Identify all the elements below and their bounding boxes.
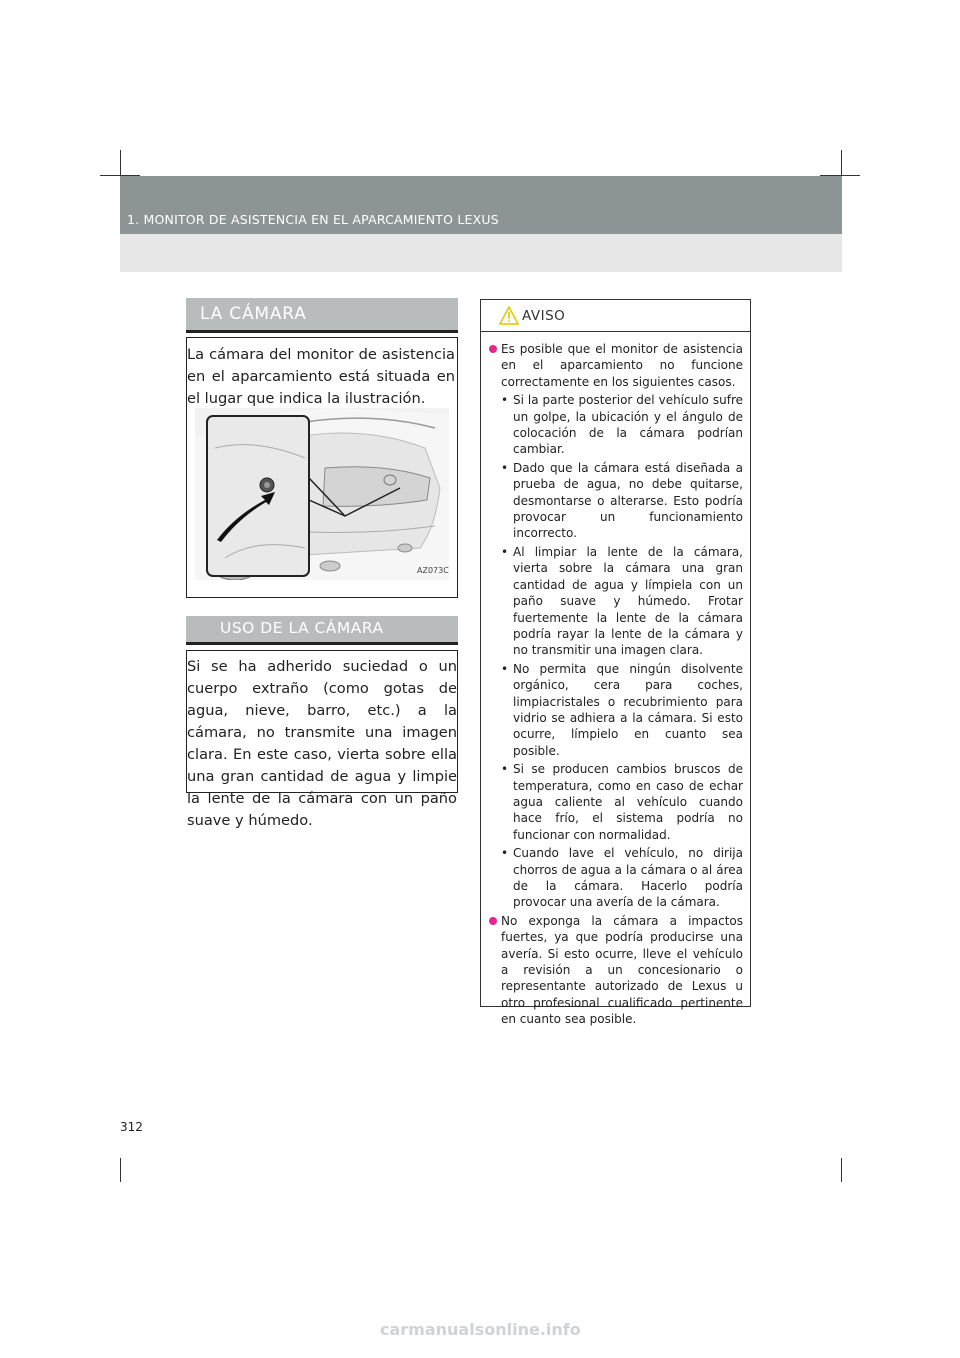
warning-subitem: [493, 845, 743, 911]
camera-use-box: [186, 650, 458, 829]
page-number: 312: [120, 1120, 143, 1134]
section-heading: [186, 616, 458, 645]
warning-subitem-text: Si la parte posterior del vehículo sufre un golpe, la ubicación y el ángulo de colocación de la cámara podrían cambiar.: [513, 393, 743, 457]
warning-subitem-text: Al limpiar la lente de la cámara, vierta sobre la cámara una gran cantidad de agua y límpiela con un paño suave y húmedo. Frotar fuertemente la lente de la cámara podría rayar la lente de la cámara y no transmitir una imagen clara.: [513, 544, 743, 658]
warning-header: [481, 300, 750, 332]
warning-subitem: [493, 761, 743, 843]
sub-bullet-mark: •: [501, 762, 509, 777]
sub-bullet-mark: •: [501, 393, 509, 408]
warning-subitem-text: Si se producen cambios bruscos de temperatura, como en caso de echar agua caliente al vehículo cuando hace frío, el sistema podría no funcionar con normalidad.: [513, 762, 743, 842]
warning-subitem-text: Cuando lave el vehículo, no dirija chorros de agua a la cámara o al área de la cámara. Hacerlo podría provocar una avería de la cámara.: [513, 846, 743, 910]
warning-title: AVISO: [522, 308, 566, 324]
chapter-title: 1. MONITOR DE ASISTENCIA EN EL APARCAMIENTO LEXUS: [127, 212, 499, 227]
warning-bullet-text: Es posible que el monitor de asistencia en el aparcamiento no funcione correctamente en los siguientes casos.: [501, 342, 743, 389]
camera-cleaning-text: Si se ha adherido suciedad o un cuerpo extraño (como gotas de agua, nieve, barro, etc.) a la cámara, no transmite una imagen clara. En este caso, vierta sobre ella una gran cantidad de agua y limpie la lente de la cámara con un paño suave y húmedo.: [187, 658, 457, 829]
sub-bullet-mark: •: [501, 460, 509, 475]
warning-subitem-text: Dado que la cámara está diseñada a prueba de agua, no debe quitarse, desmontarse o alterarse. Esto podría provocar un funcionamiento incorrecto.: [513, 460, 743, 541]
sub-bullet-mark: •: [501, 544, 509, 559]
section-title: USO DE LA CÁMARA: [220, 619, 384, 637]
sub-bullet-mark: •: [501, 661, 509, 676]
car-rear-drawing: [195, 408, 449, 580]
warning-subitem-text: No permita que ningún disolvente orgánico, cera para coches, limpiacristales o recubrimiento para vidrio se adhiera a la cámara. Si esto ocurre, límpielo en cuanto sea posible.: [513, 661, 743, 758]
car-rear-illustration: [195, 408, 449, 580]
warning-box: [480, 299, 751, 1027]
warning-subitem: [493, 392, 743, 458]
warning-subitem: [493, 544, 743, 659]
sub-bullet-mark: •: [501, 846, 509, 861]
camera-location-text: La cámara del monitor de asistencia en el aparcamiento está situada en el lugar que indica la ilustración.: [187, 346, 455, 407]
warning-bullet-text: No exponga la cámara a impactos fuertes, ya que podría producirse una avería. Si esto ocurre, lleve el vehículo a revisión a un concesionario o representante autorizado de Lexus u otro profesional cualificado pertinente en cuanto sea posible.: [501, 913, 743, 1027]
section-heading: [186, 298, 458, 333]
warning-triangle-icon: [499, 306, 519, 326]
section-title: LA CÁMARA: [200, 304, 307, 324]
bullet-dot-icon: [489, 917, 497, 925]
warning-body: [489, 341, 743, 1030]
bullet-dot-icon: [489, 345, 497, 353]
warning-subitem: [493, 460, 743, 542]
warning-bullet: [489, 913, 743, 1028]
crop-mark: [841, 1158, 842, 1182]
warning-subitem: [493, 661, 743, 759]
crop-mark: [120, 1158, 121, 1182]
illustration-code: AZ073C: [417, 566, 449, 575]
warning-bullet: [489, 341, 743, 390]
watermark: carmanualsonline.info: [380, 1320, 581, 1339]
